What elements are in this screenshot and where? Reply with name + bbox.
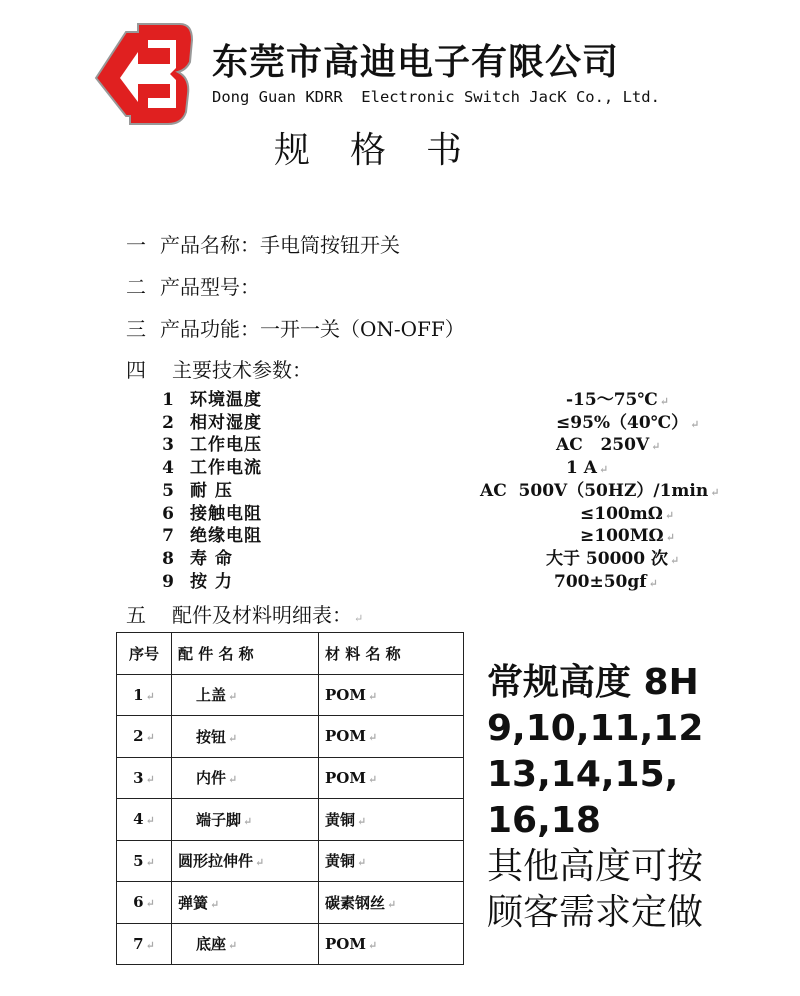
header-no: 序号 (117, 633, 172, 675)
cell-material (319, 757, 464, 799)
return-mark: ↵ (145, 938, 155, 952)
param-value-text: AC 250V (556, 435, 650, 456)
param-name: 工作电压 (190, 435, 262, 456)
param-value (556, 412, 699, 436)
cell-part-text: 内件 (196, 769, 227, 788)
return-mark: ↵ (648, 576, 658, 590)
company-name-cn: 东莞市高迪电子有限公司 (212, 42, 620, 83)
return-mark: ↵ (659, 395, 669, 408)
note-line: 顾客需求定做 (487, 892, 704, 933)
return-mark: ↵ (145, 814, 155, 828)
param-number: 3 (162, 435, 174, 456)
section-number: 三 (126, 317, 146, 341)
header-material: 材 料 名 称 (319, 633, 464, 675)
return-mark: ↵ (145, 855, 155, 869)
param-value (556, 434, 660, 458)
param-value-text: 700±50gf (554, 571, 647, 592)
cell-no (117, 716, 172, 758)
height-note (487, 660, 703, 936)
cell-no-text: 6 (133, 893, 144, 912)
cell-part-text: 圆形拉伸件 (178, 852, 254, 871)
return-mark: ↵ (210, 897, 220, 911)
param-name: 工作电流 (190, 458, 262, 479)
cell-part-text: 端子脚 (196, 810, 242, 829)
param-value (566, 389, 669, 413)
param-name: 按 力 (190, 571, 233, 592)
cell-material (319, 882, 464, 924)
param-value (480, 480, 719, 504)
return-mark: ↵ (665, 531, 675, 545)
param-number: 4 (162, 458, 174, 479)
note-line: 9,10,11,12 (487, 708, 704, 749)
param-number: 2 (162, 412, 174, 433)
table-row (117, 923, 464, 965)
cell-material (319, 674, 464, 716)
table-row (117, 840, 464, 882)
return-mark: ↵ (357, 814, 367, 828)
table-row (117, 674, 464, 716)
cell-no (117, 840, 172, 882)
return-mark: ↵ (243, 814, 253, 828)
note-line: 13,14,15, (487, 754, 679, 795)
section-text: 产品名称：手电筒按钮开关 (160, 233, 400, 257)
return-mark: ↵ (354, 612, 364, 625)
param-number: 1 (162, 390, 174, 410)
cell-no-text: 2 (133, 727, 144, 746)
return-mark: ↵ (145, 897, 155, 911)
cell-part (172, 757, 319, 799)
return-mark: ↵ (367, 689, 378, 703)
cell-material (319, 716, 464, 758)
cell-part (172, 674, 319, 716)
table-row (117, 757, 464, 799)
cell-material-text: POM (325, 685, 366, 704)
section-product-name (126, 229, 400, 258)
return-mark: ↵ (598, 463, 609, 477)
return-mark: ↵ (387, 897, 397, 911)
section-product-function (126, 313, 465, 342)
param-value-text: 1 A (566, 458, 597, 479)
return-mark: ↵ (669, 553, 680, 567)
param-number: 7 (162, 526, 174, 547)
param-row (160, 525, 720, 547)
param-row (160, 571, 720, 593)
note-line: 常规高度 8H (487, 662, 699, 703)
cell-no-text: 4 (133, 810, 144, 829)
param-value-text: 大于 50000 次 (546, 548, 668, 569)
cell-no (117, 923, 172, 965)
param-value (580, 503, 674, 527)
param-name: 环境温度 (190, 390, 262, 410)
cell-material (319, 840, 464, 882)
company-name-en: Dong Guan KDRR Electronic Switch JacK Co., Ltd. (212, 88, 660, 106)
cell-part-text: 上盖 (196, 686, 227, 705)
param-name: 耐 压 (190, 480, 233, 501)
cell-material-text: 黄铜 (325, 810, 356, 829)
section-number: 五 (126, 603, 146, 627)
param-number: 9 (162, 571, 174, 592)
cell-part (172, 840, 319, 882)
return-mark: ↵ (228, 939, 238, 953)
section-text: 产品型号： (160, 275, 260, 299)
param-name: 接触电阻 (190, 503, 262, 524)
param-name: 相对湿度 (190, 412, 262, 433)
param-value-text: ≥100MΩ (580, 526, 664, 547)
cell-material (319, 923, 464, 965)
return-mark: ↵ (367, 938, 378, 952)
section-number: 一 (126, 233, 146, 257)
cell-part-text: 底座 (196, 935, 227, 954)
section-text: 产品功能：一开一关（ON-OFF） (160, 317, 465, 341)
cell-material-text: 碳素钢丝 (325, 893, 386, 912)
cell-material-text: POM (325, 727, 366, 746)
table-row (117, 716, 464, 758)
cell-part (172, 799, 319, 841)
section-text: 主要技术参数： (172, 358, 312, 382)
return-mark: ↵ (690, 417, 700, 431)
param-value-text: ≤100mΩ (580, 503, 663, 524)
param-row (160, 480, 720, 502)
cell-part-text: 按钮 (196, 727, 227, 746)
return-mark: ↵ (228, 731, 238, 745)
param-value (580, 525, 675, 549)
param-value-text: ≤95%（40℃） (556, 412, 689, 433)
cell-material-text: POM (325, 934, 366, 953)
section-text: 配件及材料明细表： (172, 603, 352, 627)
param-row (160, 434, 720, 456)
cell-material-text: 黄铜 (325, 852, 356, 871)
cell-no-text: 5 (133, 851, 144, 870)
cell-no-text: 1 (133, 685, 144, 704)
return-mark: ↵ (145, 772, 155, 786)
param-value-text: AC 500V（50HZ）/1min (480, 480, 709, 501)
param-row (160, 503, 720, 525)
param-name: 绝缘电阻 (190, 526, 262, 547)
return-mark: ↵ (710, 485, 720, 499)
cell-material-text: POM (325, 768, 366, 787)
header-part: 配 件 名 称 (172, 633, 319, 675)
param-name: 寿 命 (190, 548, 233, 569)
cell-no (117, 674, 172, 716)
cell-no (117, 757, 172, 799)
cell-part (172, 716, 319, 758)
section-number: 四 (126, 358, 146, 382)
return-mark: ↵ (255, 856, 265, 870)
document-title: 规格书 (274, 130, 503, 171)
note-line: 其他高度可按 (487, 846, 704, 887)
section-number: 二 (126, 275, 146, 299)
param-number: 5 (162, 480, 174, 501)
param-row (160, 548, 720, 570)
return-mark: ↵ (664, 508, 675, 522)
param-value (546, 548, 679, 572)
section-parts-list (126, 599, 363, 628)
cell-no-text: 3 (133, 768, 144, 787)
section-product-model (126, 271, 260, 300)
param-value (554, 571, 658, 595)
param-row (160, 412, 720, 434)
return-mark: ↵ (357, 856, 367, 870)
cell-part (172, 882, 319, 924)
return-mark: ↵ (145, 689, 155, 703)
return-mark: ↵ (145, 731, 155, 745)
section-tech-params (126, 354, 312, 383)
return-mark: ↵ (367, 731, 378, 745)
cell-part-text: 弹簧 (178, 893, 209, 912)
table-row (117, 882, 464, 924)
table-row (117, 799, 464, 841)
return-mark: ↵ (367, 772, 378, 786)
cell-no (117, 882, 172, 924)
param-number: 8 (162, 548, 174, 569)
parts-table (116, 632, 464, 965)
return-mark: ↵ (228, 773, 238, 787)
cell-no (117, 799, 172, 841)
cell-no-text: 7 (133, 934, 144, 953)
param-row (160, 457, 720, 479)
kdrr-logo-icon (86, 12, 194, 130)
param-number: 6 (162, 503, 174, 524)
cell-part (172, 923, 319, 965)
param-value (566, 457, 608, 481)
return-mark: ↵ (228, 690, 238, 704)
cell-material (319, 799, 464, 841)
param-value-text: -15～75℃ (566, 390, 658, 410)
table-header-row (117, 633, 464, 675)
return-mark: ↵ (651, 440, 661, 454)
note-line: 16,18 (487, 800, 601, 841)
param-row (160, 389, 720, 411)
